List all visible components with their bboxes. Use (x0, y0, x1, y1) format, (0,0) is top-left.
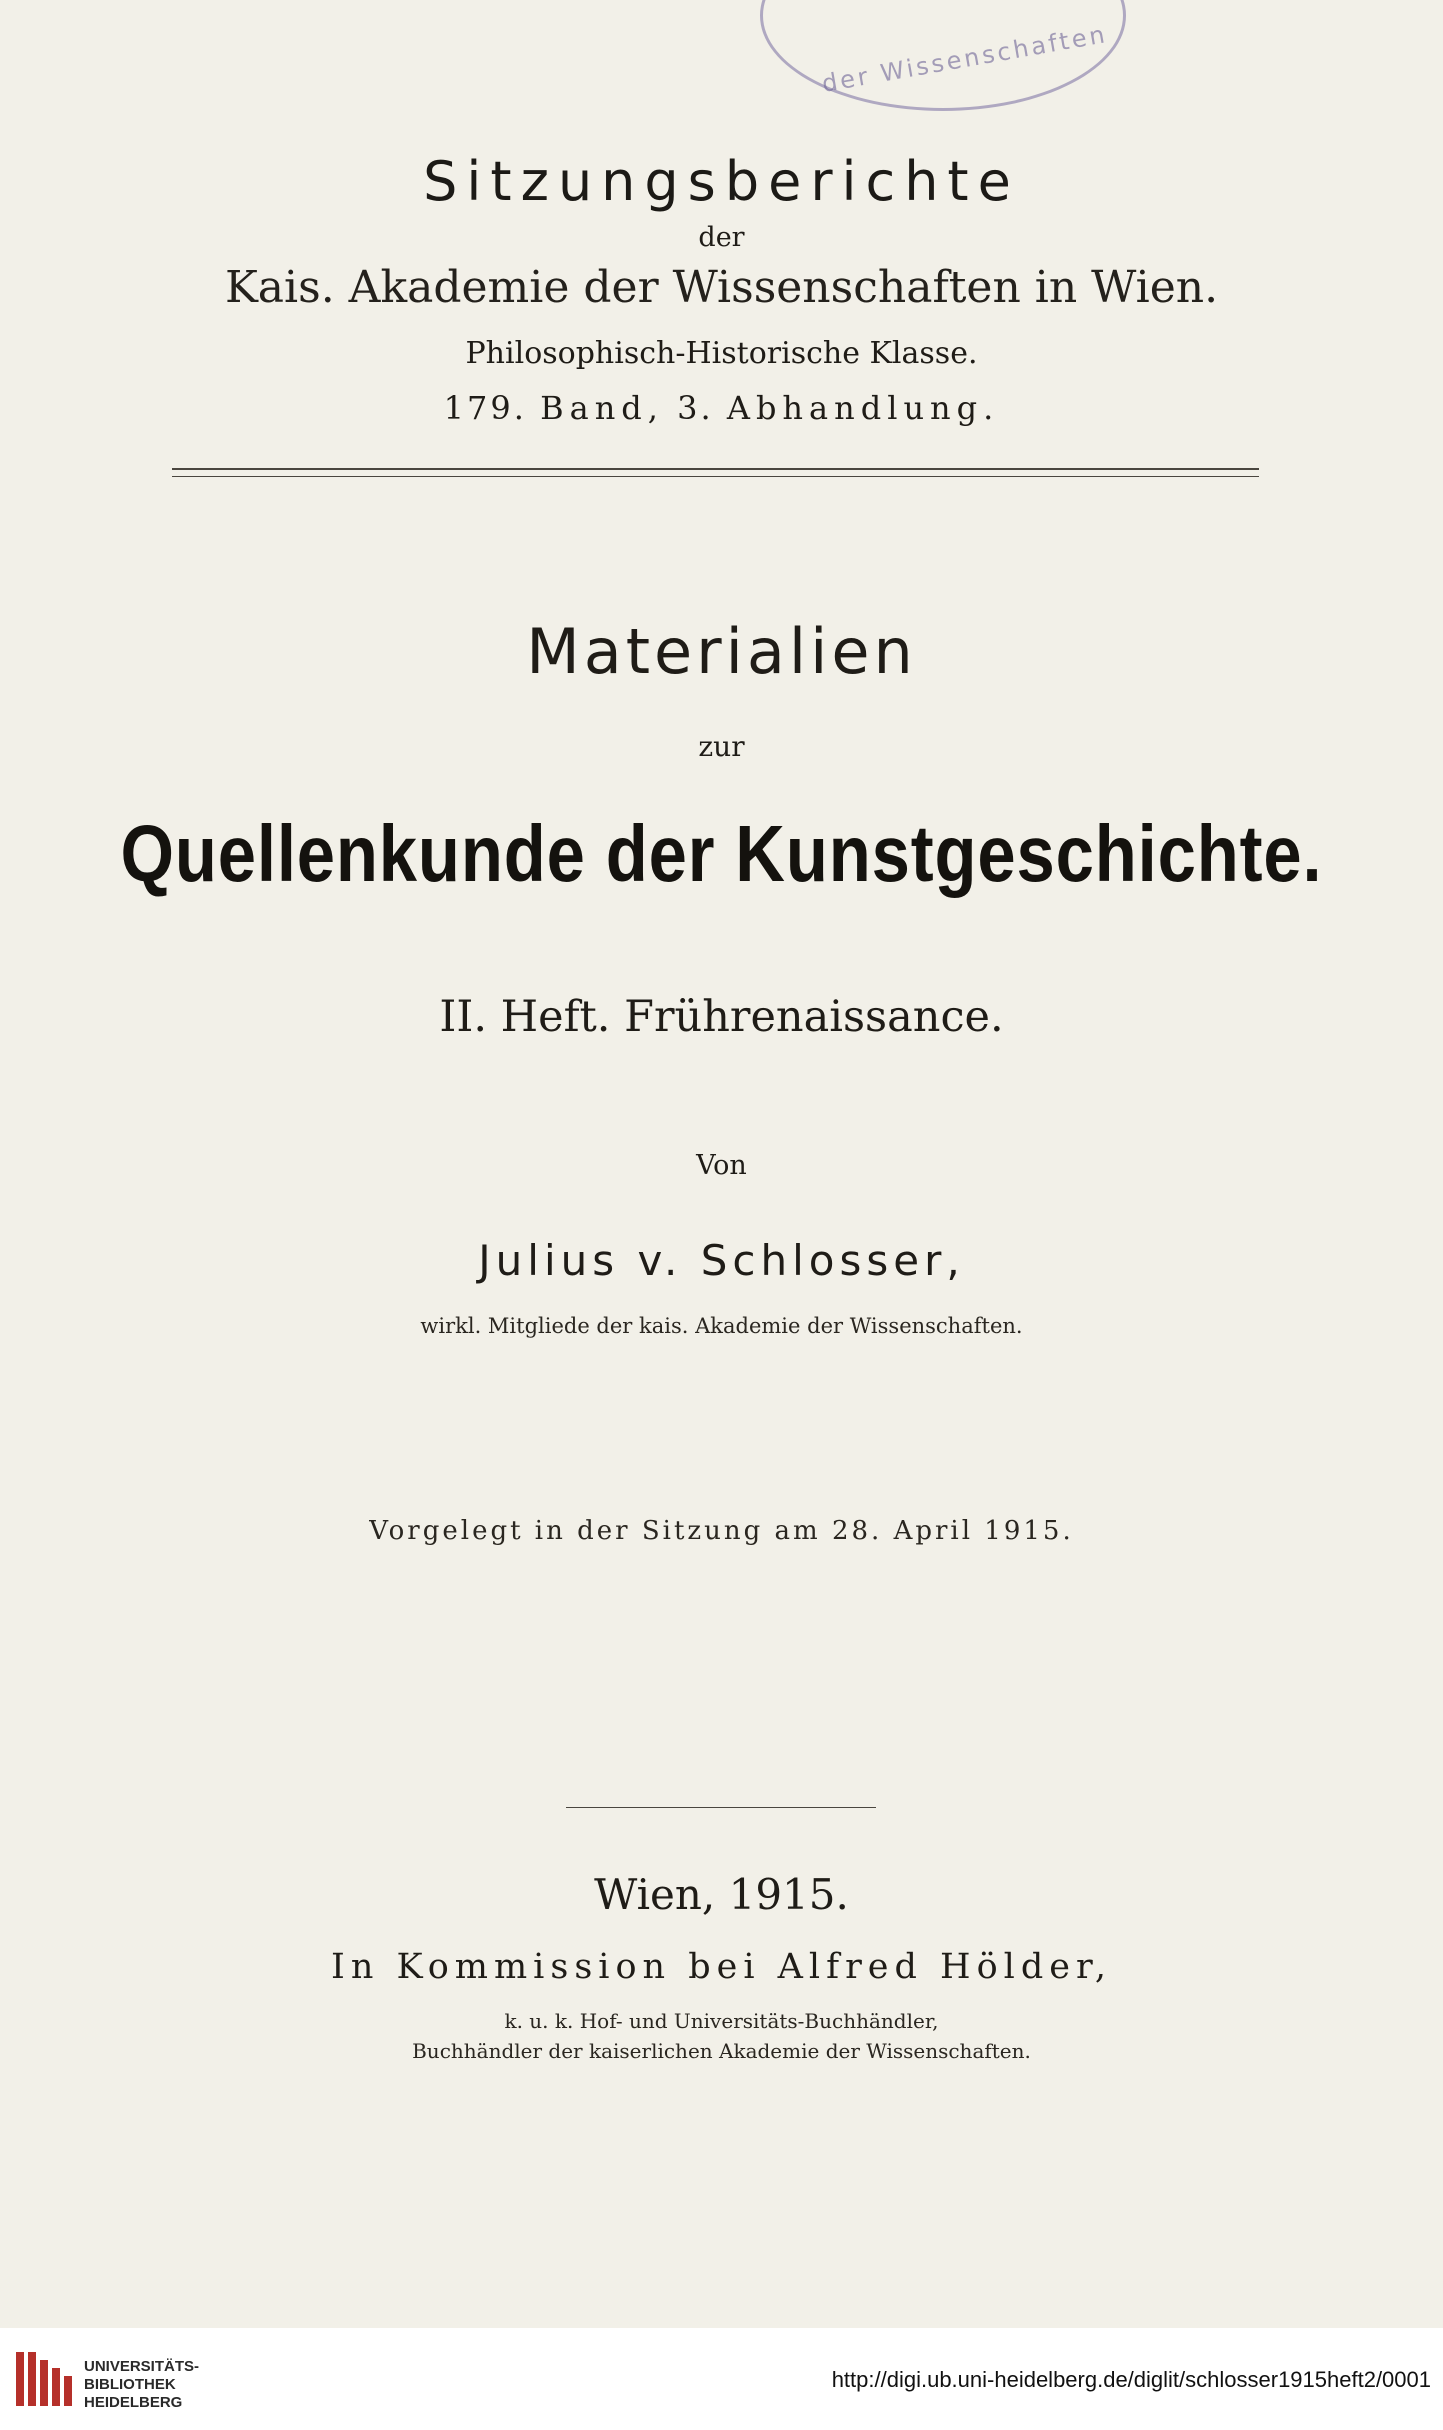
title-subject: Quellenkunde der Kunstgeschichte. (120, 809, 1323, 898)
series-title: Sitzungsberichte (423, 150, 1020, 213)
volume-line (0, 389, 1443, 427)
presentation-note: Vorgelegt in der Sitzung am 28. April 1915. (369, 1516, 1074, 1546)
permalink-url[interactable]: http://digi.ub.uni-heidelberg.de/diglit/schlosser1915heft2/0001 (831, 2367, 1431, 2392)
double-rule-bottom (172, 476, 1259, 477)
academy-name: Kais. Akademie der Wissenschaften in Wien. (224, 262, 1219, 313)
imprint-city-year: Wien, 1915. (594, 1870, 849, 1919)
author-role: wirkl. Mitgliede der kais. Akademie der Wissenschaften. (420, 1314, 1023, 1338)
viewer-footer (0, 2328, 1443, 2430)
title-zur: zur (698, 730, 745, 763)
class-name: Philosophisch-Historische Klasse. (465, 336, 978, 371)
publisher-title-2: Buchhändler der kaiserlichen Akademie der Wissenschaften. (412, 2039, 1031, 2063)
library-stamp-text: der Wissenschaften (819, 20, 1110, 98)
library-name-line-3: HEIDELBERG (84, 2394, 183, 2411)
publisher-title-1: k. u. k. Hof- und Universitäts-Buchhändler, (504, 2009, 939, 2033)
double-rule-top (172, 468, 1259, 470)
der-text: der (698, 222, 745, 253)
band-number: 179. (443, 389, 527, 427)
von-text: Von (696, 1150, 747, 1181)
library-name-line-2: BIBLIOTHEK (84, 2376, 176, 2393)
band-word: Band, (540, 389, 664, 427)
abhandlung-word: Abhandlung. (726, 389, 1000, 427)
heft-line: II. Heft. Frührenaissance. (439, 992, 1004, 1042)
author-name: Julius v. Schlosser, (478, 1236, 965, 1285)
abhandlung-number: 3. (677, 389, 714, 427)
imprint-publisher: In Kommission bei Alfred Hölder, (331, 1947, 1112, 1987)
library-name[interactable] (84, 2358, 199, 2412)
title-main: Materialien (526, 615, 917, 688)
library-name-line-1: UNIVERSITÄTS- (84, 2358, 200, 2375)
library-logo-icon[interactable] (12, 2346, 78, 2412)
short-rule (566, 1807, 876, 1808)
